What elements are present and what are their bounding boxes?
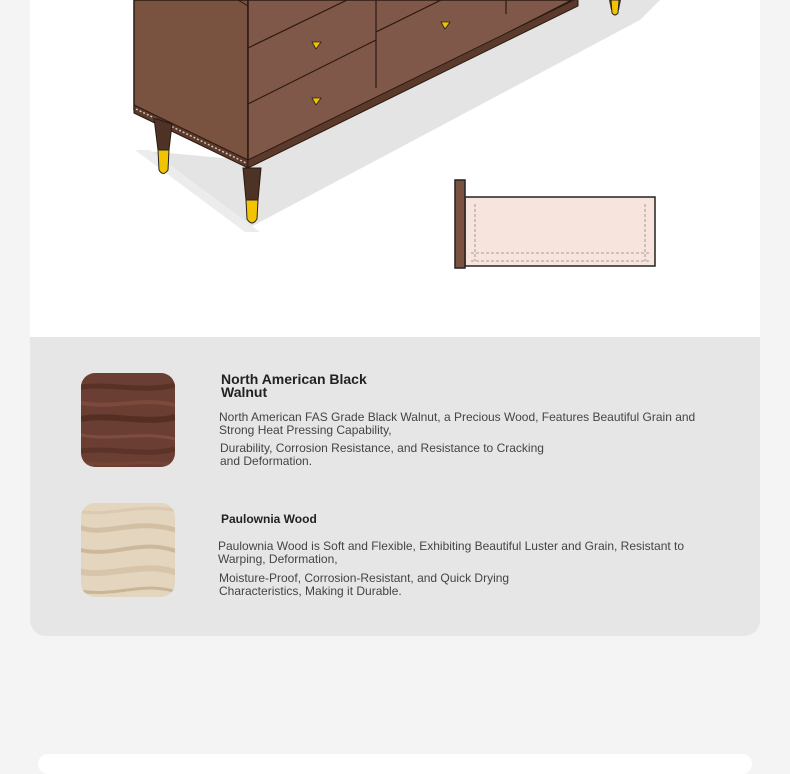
walnut-description-1: North American FAS Grade Black Walnut, a Precious Wood, Features Beautiful Grain and Strong Heat Pressing Capability,: [219, 410, 696, 437]
paulownia-description-1: Paulownia Wood is Soft and Flexible, Exhibiting Beautiful Luster and Grain, Resistant to Warping, Deformation,: [218, 539, 685, 566]
next-section-card: [38, 754, 752, 774]
walnut-wood-swatch-icon: [81, 373, 175, 467]
paulownia-title: Paulownia Wood: [221, 512, 317, 526]
walnut-description-2: Durability, Corrosion Resistance, and Resistance to Cracking and Deformation.: [220, 441, 544, 468]
paulownia-wood-swatch-icon: [81, 503, 175, 597]
walnut-title: North American Black Walnut: [221, 371, 367, 400]
materials-section: [30, 337, 760, 636]
dresser-illustration-icon: [0, 0, 790, 337]
paulownia-description-2: Moisture-Proof, Corrosion-Resistant, and Quick Drying Characteristics, Making it Durable.: [219, 571, 510, 598]
drawer-section-icon: [455, 180, 655, 268]
